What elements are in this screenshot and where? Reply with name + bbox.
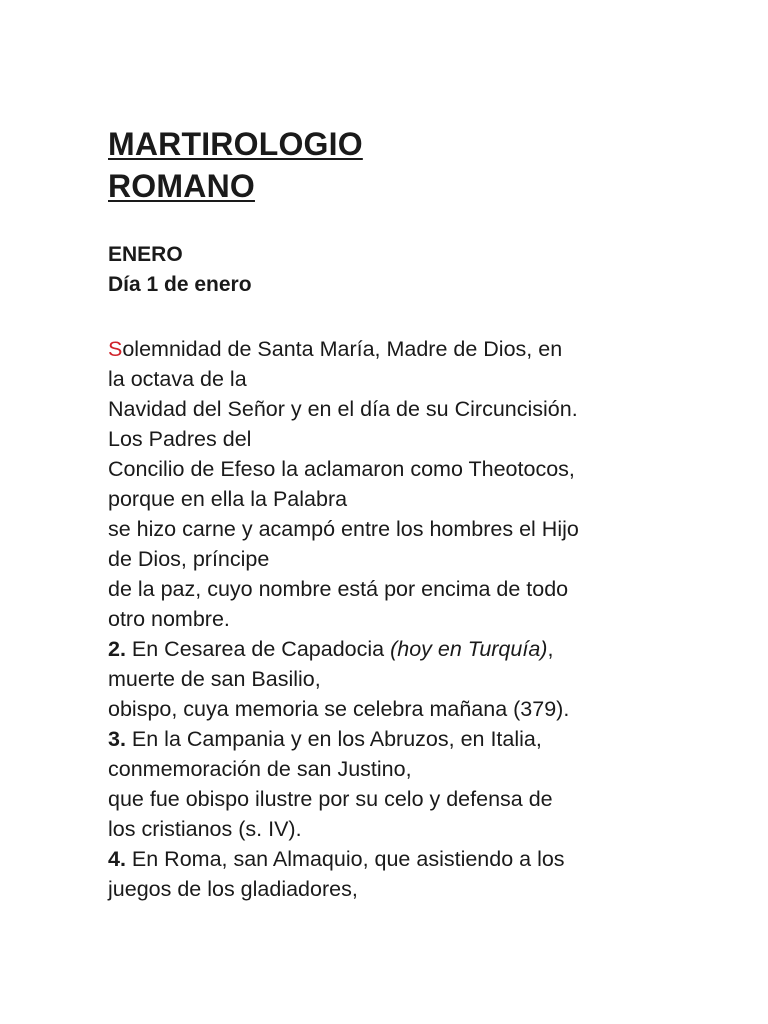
document-title (108, 0, 728, 207)
entry-2-line-3: obispo, cuya memoria se celebra mañana (379). (108, 697, 570, 721)
entry-1-line-6: porque en ella la Palabra (108, 487, 348, 511)
day-heading: Día 1 de enero (108, 273, 252, 296)
title-line-2: ROMANO (108, 168, 255, 204)
entry-number: 3. (108, 727, 126, 751)
entry-3 (108, 724, 728, 844)
entry-4-line-2: juegos de los gladiadores, (108, 877, 358, 901)
entry-number: 4. (108, 847, 126, 871)
entry-number: 2. (108, 637, 126, 661)
entries-body (108, 334, 728, 904)
entry-1-line-10: otro nombre. (108, 607, 230, 631)
entry-3-line-2: conmemoración de san Justino, (108, 757, 412, 781)
entry-4 (108, 844, 728, 904)
entry-1 (108, 334, 728, 634)
entry-4-line-1: 4. En Roma, san Almaquio, que asistiendo a los (108, 847, 565, 871)
entry-3-line-1: 3. En la Campania y en los Abruzos, en Italia, (108, 727, 542, 751)
title-line-1: MARTIROLOGIO (108, 126, 363, 162)
entry-1-line-3: Navidad del Señor y en el día de su Circuncisión. (108, 397, 578, 421)
drop-cap-letter: S (108, 337, 123, 361)
italic-note: (hoy en Turquía) (390, 637, 548, 661)
entry-3-line-4: los cristianos (s. IV). (108, 817, 302, 841)
entry-1-line-1: Solemnidad de Santa María, Madre de Dios, en (108, 337, 563, 361)
entry-1-line-2: la octava de la (108, 367, 247, 391)
entry-2-line-2: muerte de san Basilio, (108, 667, 321, 691)
entry-3-line-3: que fue obispo ilustre por su celo y defensa de (108, 787, 553, 811)
section-heading (108, 240, 728, 300)
entry-1-line-7: se hizo carne y acampó entre los hombres el Hijo (108, 517, 579, 541)
entry-1-line-9: de la paz, cuyo nombre está por encima de todo (108, 577, 569, 601)
entry-2 (108, 634, 728, 724)
entry-2-line-1: 2. En Cesarea de Capadocia (hoy en Turquía), (108, 637, 554, 661)
entry-1-line-8: de Dios, príncipe (108, 547, 270, 571)
entry-1-line-4: Los Padres del (108, 427, 252, 451)
entry-1-line-5: Concilio de Efeso la aclamaron como Theotocos, (108, 457, 575, 481)
month-heading: ENERO (108, 243, 183, 266)
